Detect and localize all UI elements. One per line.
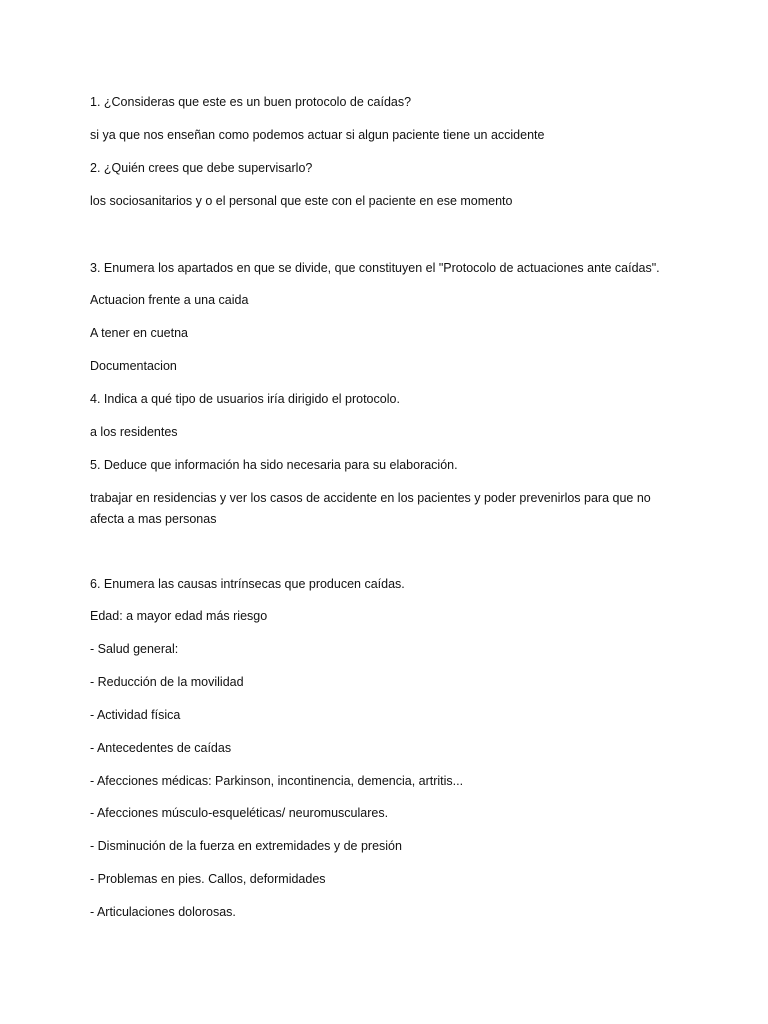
answer-6-item: - Reducción de la movilidad <box>90 675 244 689</box>
question-2: 2. ¿Quién crees que debe supervisarlo? <box>90 161 313 175</box>
question-5: 5. Deduce que información ha sido necesaria para su elaboración. <box>90 458 458 472</box>
answer-6-item: - Afecciones músculo-esqueléticas/ neuromusculares. <box>90 806 389 820</box>
answer-6-item: Edad: a mayor edad más riesgo <box>90 609 268 623</box>
answer-6-item: - Articulaciones dolorosas. <box>90 905 236 919</box>
answer-3-item: A tener en cuetna <box>90 326 188 340</box>
answer-6-item: - Disminución de la fuerza en extremidades y de presión <box>90 839 402 853</box>
answer-6-item: - Afecciones médicas: Parkinson, incontinencia, demencia, artritis... <box>90 774 464 788</box>
question-1: 1. ¿Consideras que este es un buen protocolo de caídas? <box>90 95 412 109</box>
answer-3-item: Documentacion <box>90 359 177 373</box>
answer-4: a los residentes <box>90 425 178 439</box>
answer-6-item: - Actividad física <box>90 708 181 722</box>
answer-6-item: - Problemas en pies. Callos, deformidades <box>90 872 326 886</box>
question-6: 6. Enumera las causas intrínsecas que producen caídas. <box>90 577 405 591</box>
answer-6-item: - Salud general: <box>90 642 179 656</box>
answer-3-item: Actuacion frente a una caida <box>90 293 249 307</box>
answer-6-item: - Antecedentes de caídas <box>90 741 232 755</box>
answer-5: trabajar en residencias y ver los casos de accidente en los pacientes y poder prevenirlos para que no afecta a mas personas <box>90 491 651 526</box>
question-4: 4. Indica a qué tipo de usuarios iría dirigido el protocolo. <box>90 392 400 406</box>
answer-2: los sociosanitarios y o el personal que este con el paciente en ese momento <box>90 194 513 208</box>
question-3: 3. Enumera los apartados en que se divide, que constituyen el "Protocolo de actuaciones ante caídas". <box>90 261 660 275</box>
answer-1: si ya que nos enseñan como podemos actuar si algun paciente tiene un accidente <box>90 128 545 142</box>
